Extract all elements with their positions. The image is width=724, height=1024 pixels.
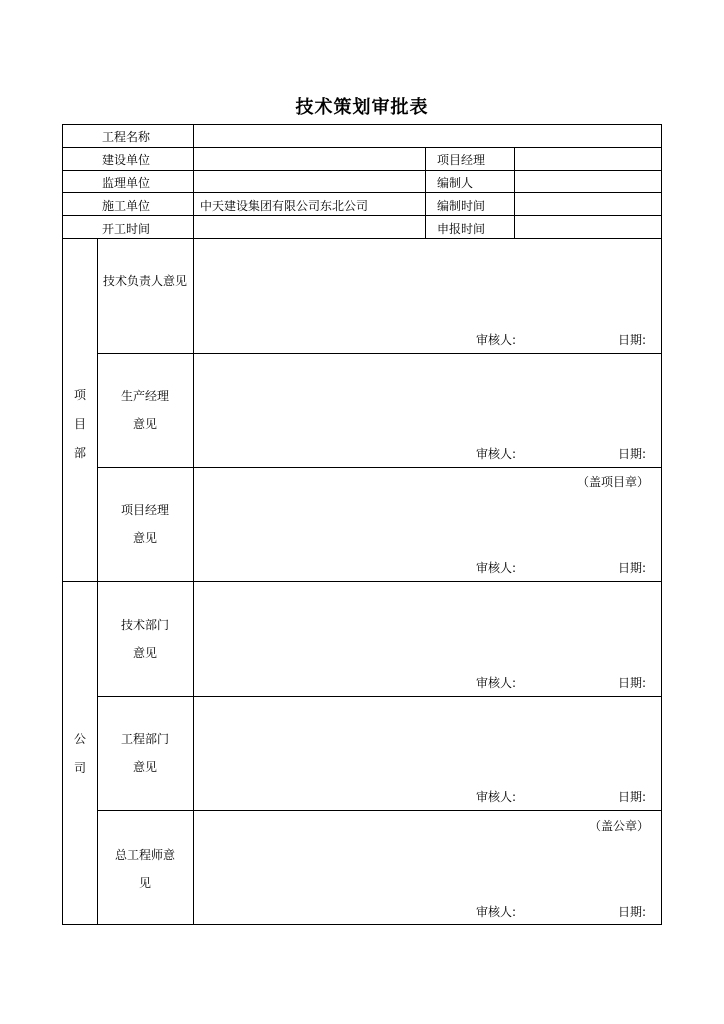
stamp-note: （盖项目章） (576, 475, 649, 489)
review-label-chief-engineer: 总工程师意见 (115, 848, 176, 890)
supervisor-label: 监理单位 (102, 176, 151, 190)
row-divider (63, 581, 661, 582)
review-label-project-manager: 项目经理意见 (121, 503, 170, 545)
row-divider (63, 170, 661, 171)
report-time-label: 申报时间 (437, 222, 486, 236)
date-label: 日期: (618, 905, 647, 919)
form-title: 技术策划审批表 (295, 97, 429, 118)
review-label-tech-lead: 技术负责人意见 (103, 274, 188, 288)
project-name-label: 工程名称 (102, 130, 151, 144)
date-label: 日期: (618, 676, 647, 690)
col-divider (514, 147, 515, 238)
reviewer-label: 审核人: (476, 447, 517, 461)
review-label-engineering-dept: 工程部门意见 (121, 732, 170, 774)
col-divider (193, 125, 194, 924)
review-label-tech-dept: 技术部门意见 (121, 618, 170, 660)
row-divider (97, 353, 661, 354)
pm-label: 项目经理 (437, 153, 486, 167)
row-divider (63, 192, 661, 193)
col-divider (425, 147, 426, 238)
row-divider (97, 467, 661, 468)
approval-table (62, 124, 662, 925)
compiler-label: 编制人 (437, 176, 474, 190)
reviewer-label: 审核人: (476, 905, 517, 919)
reviewer-label: 审核人: (476, 676, 517, 690)
start-time-label: 开工时间 (102, 222, 151, 236)
row-divider (97, 810, 661, 811)
builder-label: 建设单位 (102, 153, 151, 167)
date-label: 日期: (618, 333, 647, 347)
date-label: 日期: (618, 447, 647, 461)
row-divider (63, 238, 661, 239)
date-label: 日期: (618, 561, 647, 575)
reviewer-label: 审核人: (476, 333, 517, 347)
contractor-value[interactable]: 中天建设集团有限公司东北公司 (200, 199, 369, 213)
stamp-note: （盖公章） (588, 819, 649, 833)
review-label-production-manager: 生产经理意见 (121, 389, 170, 431)
reviewer-label: 审核人: (476, 790, 517, 804)
date-label: 日期: (618, 790, 647, 804)
group-company: 公司 (73, 732, 86, 775)
row-divider (97, 696, 661, 697)
compile-time-label: 编制时间 (437, 199, 486, 213)
reviewer-label: 审核人: (476, 561, 517, 575)
contractor-label: 施工单位 (102, 199, 151, 213)
group-project-dept: 项目部 (73, 388, 86, 460)
col-divider (97, 238, 98, 924)
row-divider (63, 147, 661, 148)
row-divider (63, 215, 661, 216)
